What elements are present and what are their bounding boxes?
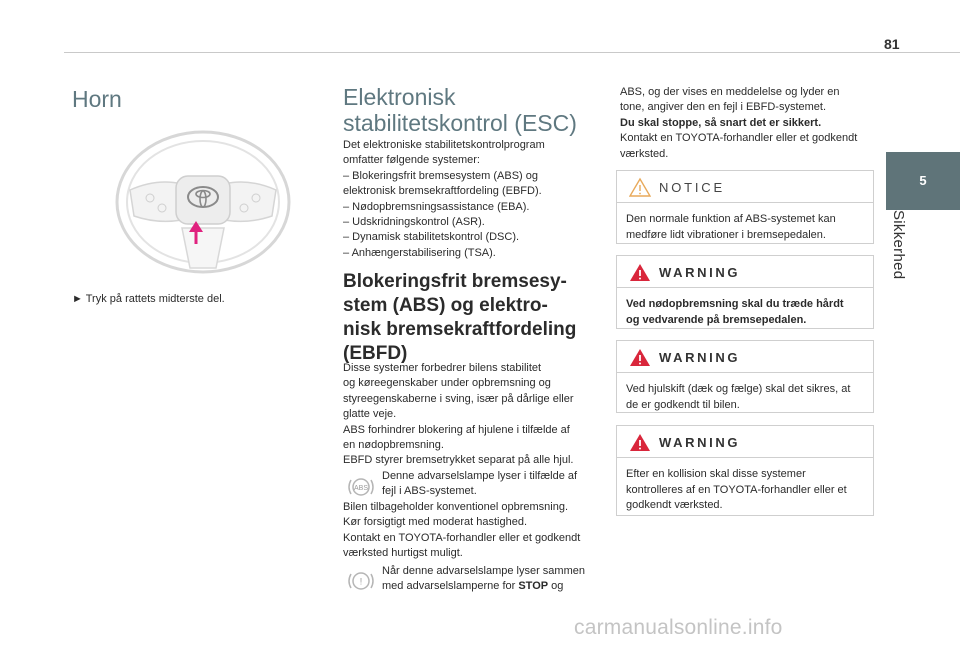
warning-body xyxy=(626,297,872,328)
warning-body xyxy=(626,382,872,413)
esc-line: omfatter følgende systemer: xyxy=(343,154,480,167)
chapter-label xyxy=(888,210,912,302)
abs-line: en nødopbremsning. xyxy=(343,439,444,452)
esc-line: Det elektroniske stabilitetskontrolprogram xyxy=(343,139,545,151)
warning-triangle-icon xyxy=(629,347,651,367)
warning-box-1 xyxy=(616,255,874,329)
warning-line: Efter en kollision skal disse systemer xyxy=(626,468,806,480)
col3-line: ABS, og der vises en meddelelse og lyder en xyxy=(620,86,840,98)
abs-title-line: Blokeringsfrit bremsesy- xyxy=(343,271,567,292)
chapter-label-text: Sikkerhed xyxy=(890,210,907,280)
esc-line: elektronisk bremsekraftfordeling (EBFD). xyxy=(343,185,542,198)
watermark: carmanualsonline.info xyxy=(574,616,783,639)
warning-box-header xyxy=(617,256,873,288)
esc-line: – Blokeringsfrit bremsesystem (ABS) og xyxy=(343,169,539,182)
abs-warning-lamp-icon xyxy=(346,476,376,498)
esc-body xyxy=(343,138,545,261)
esc-line: – Udskridningskontrol (ASR). xyxy=(343,216,485,229)
chapter-tab[interactable]: 5 xyxy=(886,152,960,210)
abs-lamp2-post: og xyxy=(548,580,564,593)
notice-line: Den normale funktion af ABS-systemet kan xyxy=(626,213,836,225)
warning-triangle-icon xyxy=(629,432,651,452)
abs-line: styreegenskaberne i sving, især på dårlige eller xyxy=(343,392,574,405)
abs-line: ABS forhindrer blokering af hjulene i tilfælde af xyxy=(343,423,570,436)
abs-lamp2-pre: med advarselslamperne for xyxy=(382,580,519,593)
abs-line: Disse systemer forbedrer bilens stabilitet xyxy=(343,362,542,374)
esc-title-line: stabilitetskontrol (ESC) xyxy=(343,110,577,136)
col3-line: tone, angiver den en fejl i EBFD-systemet. xyxy=(620,101,827,114)
warning-title: WARNING xyxy=(659,435,741,450)
warning-title: WARNING xyxy=(659,350,741,365)
abs-line: Kontakt en TOYOTA-forhandler eller et godkendt xyxy=(343,531,581,544)
esc-title-line: Elektronisk xyxy=(343,84,456,110)
abs-title-line: (EBFD) xyxy=(343,343,408,364)
header-rule xyxy=(64,52,960,53)
abs-lamp1-line: fejl i ABS-systemet. xyxy=(382,485,477,498)
warning-box-header xyxy=(617,341,873,373)
esc-title xyxy=(343,84,577,136)
warning-line: Ved nødopbremsning skal du træde hårdt xyxy=(626,298,844,310)
warning-box-2 xyxy=(616,340,874,413)
abs-lamp1-text xyxy=(382,469,577,500)
abs-title xyxy=(343,270,576,366)
esc-line: – Dynamisk stabilitetskontrol (DSC). xyxy=(343,231,520,244)
brake-warning-lamp-icon xyxy=(346,570,376,592)
notice-body xyxy=(626,212,872,243)
abs-line: glatte veje. xyxy=(343,408,397,421)
col3-body xyxy=(620,85,857,162)
abs-line: Kør forsigtigt med moderat hastighed. xyxy=(343,516,528,529)
notice-title: NOTICE xyxy=(659,180,725,195)
abs-line: EBFD styrer bremsetrykket separat på alle hjul. xyxy=(343,454,574,467)
notice-line: medføre lidt vibrationer i bremsepedalen. xyxy=(626,228,826,241)
abs-title-line: stem (ABS) og elektro- xyxy=(343,295,548,316)
svg-text:!: ! xyxy=(359,576,363,587)
col3-line: Kontakt en TOYOTA-forhandler eller et godkendt xyxy=(620,132,858,145)
abs-lamp1-line: Denne advarselslampe lyser i tilfælde af xyxy=(382,470,578,482)
horn-instruction: ► Tryk på rattets midterste del. xyxy=(72,293,225,305)
warning-box-3 xyxy=(616,425,874,516)
abs-line: Bilen tilbageholder konventionel opbremsning. xyxy=(343,501,569,513)
notice-box-header xyxy=(617,171,873,203)
abs-lamp2-text xyxy=(382,564,585,595)
abs-body-a xyxy=(343,361,574,469)
warning-triangle-icon xyxy=(629,262,651,282)
abs-body-b xyxy=(343,500,580,562)
abs-lamp2-line xyxy=(382,579,585,594)
steering-wheel-illustration xyxy=(112,128,294,274)
svg-text:ABS: ABS xyxy=(353,485,369,492)
warning-line: de er godkendt til bilen. xyxy=(626,398,740,411)
stop-emphasis: STOP xyxy=(518,580,549,593)
page-number: 81 xyxy=(884,36,900,52)
abs-line: og køreegenskaber under opbremsning og xyxy=(343,377,551,390)
col3-bold-line: Du skal stoppe, så snart det er sikkert. xyxy=(620,116,822,129)
notice-box xyxy=(616,170,874,244)
warning-title: WARNING xyxy=(659,265,741,280)
abs-lamp2-line: Når denne advarselslampe lyser sammen xyxy=(382,565,585,577)
horn-title: Horn xyxy=(72,86,122,112)
warning-box-header xyxy=(617,426,873,458)
warning-line: kontrolleres af en TOYOTA-forhandler eller et xyxy=(626,483,847,496)
notice-triangle-icon xyxy=(629,177,651,197)
warning-body xyxy=(626,467,872,514)
warning-line: Ved hjulskift (dæk og fælge) skal det sikres, at xyxy=(626,383,851,395)
abs-line: værksted hurtigst muligt. xyxy=(343,547,463,560)
warning-line: godkendt værksted. xyxy=(626,499,723,512)
esc-line: – Nødopbremsningsassistance (EBA). xyxy=(343,200,530,213)
warning-line: og vedvarende på bremsepedalen. xyxy=(626,313,807,326)
abs-title-line: nisk bremsekraftfordeling xyxy=(343,319,577,340)
esc-line: – Anhængerstabilisering (TSA). xyxy=(343,246,496,259)
col3-line: værksted. xyxy=(620,147,669,160)
